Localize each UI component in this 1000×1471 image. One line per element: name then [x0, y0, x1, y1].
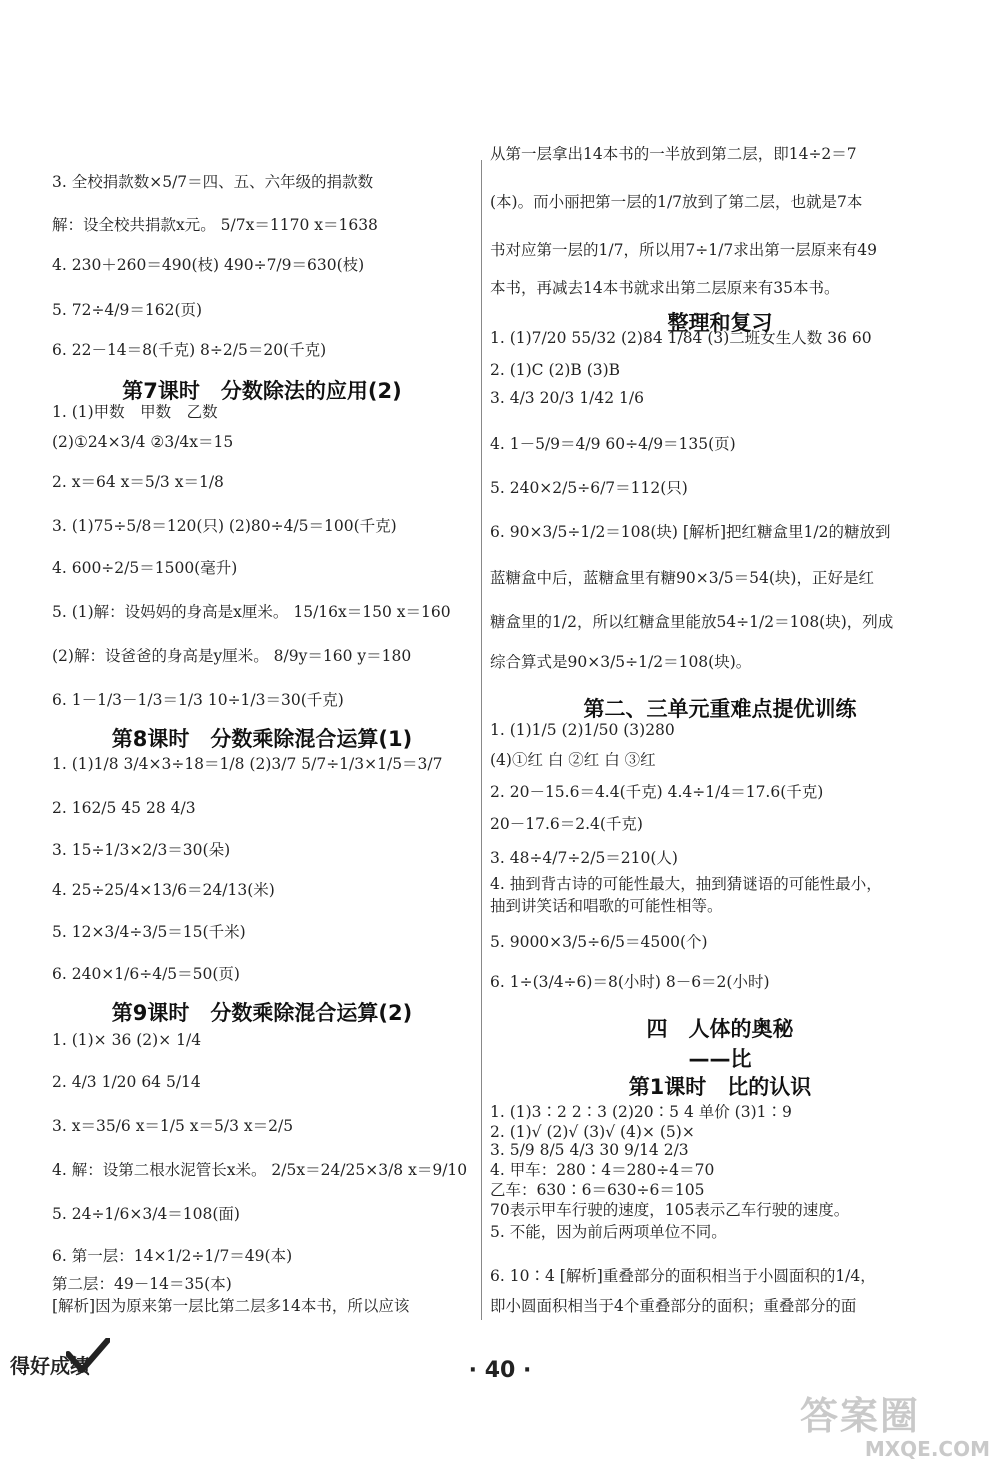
answer-line: 70表示甲车行驶的速度，105表示乙车行驶的速度。	[490, 1201, 850, 1219]
answer-line: 6. 10∶4 [解析]重叠部分的面积相当于小圆面积的1/4，	[490, 1267, 876, 1285]
answer-line: 2. (1)√ (2)√ (3)√ (4)× (5)×	[490, 1123, 695, 1141]
answer-line: 5. 不能，因为前后两项单位不同。	[490, 1223, 727, 1241]
answer-line: 综合算式是90×3/5÷1/2＝108(块)。	[490, 653, 752, 671]
answer-line: 2. (1)C (2)B (3)B	[490, 361, 621, 379]
answer-line: 4. 1－5/9＝4/9 60÷4/9＝135(页)	[490, 435, 736, 453]
answer-line: 1. (1)1/8 3/4×3÷18＝1/8 (2)3/7 5/7÷1/3×1/5＝3/7	[52, 755, 443, 773]
answer-line: 蓝糖盒中后，蓝糖盒里有糖90×3/5＝54(块)，正好是红	[490, 569, 874, 587]
answer-line: 2. 4/3 1/20 64 5/14	[52, 1073, 201, 1091]
section-heading: 第9课时 分数乘除混合运算(2)	[111, 1001, 413, 1025]
answer-line: 3. 全校捐款数×5/7＝四、五、六年级的捐款数	[52, 173, 374, 191]
answer-line: 3. 48÷4/7÷2/5＝210(人)	[490, 849, 678, 867]
answer-line: 2. 20－15.6＝4.4(千克) 4.4÷1/4＝17.6(千克)	[490, 783, 824, 801]
answer-line: 乙车：630∶6＝630÷6＝105	[490, 1181, 705, 1199]
answer-line: 抽到讲笑话和唱歌的可能性相等。	[490, 897, 723, 915]
answer-line: 第二层：49－14＝35(本)	[52, 1275, 232, 1293]
answer-line: 从第一层拿出14本书的一半放到第二层，即14÷2＝7	[490, 145, 857, 163]
answer-line: 1. (1)× 36 (2)× 1/4	[52, 1031, 202, 1049]
watermark	[800, 1395, 990, 1467]
answer-line: 1. (1)7/20 55/32 (2)84 1/84 (3)二班女生人数 36 60	[490, 329, 872, 347]
section-heading: 第7课时 分数除法的应用(2)	[122, 379, 402, 403]
answer-line: 3. (1)75÷5/8＝120(只) (2)80÷4/5＝100(千克)	[52, 517, 397, 535]
page-number: · 40 ·	[468, 1358, 532, 1383]
answer-line: 4. 230＋260＝490(枝) 490÷7/9＝630(枝)	[52, 256, 365, 274]
check-mark-icon	[66, 1338, 110, 1374]
answer-line: (本)。而小丽把第一层的1/7放到了第二层，也就是7本	[490, 193, 863, 211]
brand-logo-text: 得好成绩	[10, 1354, 90, 1378]
answer-line: 解：设全校共捐款x元。 5/7x＝1170 x＝1638	[52, 216, 378, 234]
answer-line: (2)①24×3/4 ②3/4x＝15	[52, 433, 234, 451]
watermark-url: MXQE.COM	[864, 1437, 990, 1461]
answer-line: 20－17.6＝2.4(千克)	[490, 815, 643, 833]
answer-line: 1. (1)3∶2 2∶3 (2)20∶5 4 单价 (3)1∶9	[490, 1103, 792, 1121]
answer-line: 4. 25÷25/4×13/6＝24/13(米)	[52, 881, 275, 899]
answer-line: 书对应第一层的1/7，所以用7÷1/7求出第一层原来有49	[490, 241, 877, 259]
section-heading: ——比	[688, 1047, 752, 1071]
answer-line: 5. 24÷1/6×3/4＝108(面)	[52, 1205, 240, 1223]
answer-line: 3. x＝35/6 x＝1/5 x＝5/3 x＝2/5	[52, 1117, 294, 1135]
answer-line: 5. (1)解：设妈妈的身高是x厘米。 15/16x＝150 x＝160	[52, 603, 451, 621]
section-heading: 四 人体的奥秘	[646, 1017, 794, 1041]
answer-line: 糖盒里的1/2，所以红糖盒里能放54÷1/2＝108(块)，列成	[490, 613, 894, 631]
answer-line: 2. 162/5 45 28 4/3	[52, 799, 196, 817]
answer-line: (2)解：设爸爸的身高是y厘米。 8/9y＝160 y＝180	[52, 647, 412, 665]
answer-line: 4. 甲车：280∶4＝280÷4＝70	[490, 1161, 715, 1179]
answer-line: 5. 240×2/5÷6/7＝112(只)	[490, 479, 688, 497]
answer-line: 6. 1÷(3/4÷6)＝8(小时) 8－6＝2(小时)	[490, 973, 770, 991]
answer-line: 4. 抽到背古诗的可能性最大，抽到猜谜语的可能性最小，	[490, 875, 882, 893]
section-heading: 第二、三单元重难点提优训练	[583, 697, 857, 721]
answer-line: 1. (1)1/5 (2)1/50 (3)280	[490, 721, 675, 739]
answer-line: 6. 第一层：14×1/2÷1/7＝49(本)	[52, 1247, 293, 1265]
answer-line: 5. 9000×3/5÷6/5＝4500(个)	[490, 933, 708, 951]
section-heading: 第1课时 比的认识	[628, 1075, 812, 1099]
answer-line: 4. 600÷2/5＝1500(毫升)	[52, 559, 238, 577]
answer-line: 6. 22－14＝8(千克) 8÷2/5＝20(千克)	[52, 341, 327, 359]
section-heading: 整理和复习	[667, 311, 773, 335]
answer-line: 5. 12×3/4÷3/5＝15(千米)	[52, 923, 246, 941]
answer-line: 6. 240×1/6÷4/5＝50(页)	[52, 965, 240, 983]
answer-line: 4. 解：设第二根水泥管长x米。 2/5x＝24/25×3/8 x＝9/10	[52, 1161, 468, 1179]
answer-line: 5. 72÷4/9＝162(页)	[52, 301, 203, 319]
watermark-text: 答案圈	[800, 1394, 921, 1438]
column-divider	[481, 160, 482, 1320]
answer-line: [解析]因为原来第一层比第二层多14本书，所以应该	[52, 1297, 410, 1315]
answer-line: (4)①红 白 ②红 白 ③红	[490, 751, 656, 769]
answer-line: 本书，再减去14本书就求出第二层原来有35本书。	[490, 279, 840, 297]
answer-line: 3. 4/3 20/3 1/42 1/6	[490, 389, 645, 407]
answer-line: 3. 5/9 8/5 4/3 30 9/14 2/3	[490, 1141, 689, 1159]
answer-line: 1. (1)甲数 甲数 乙数	[52, 403, 218, 421]
answer-line: 3. 15÷1/3×2/3＝30(朵)	[52, 841, 231, 859]
answer-line: 6. 90×3/5÷1/2＝108(块) [解析]把红糖盒里1/2的糖放到	[490, 523, 891, 541]
section-heading: 第8课时 分数乘除混合运算(1)	[111, 727, 413, 751]
answer-line: 6. 1－1/3－1/3＝1/3 10÷1/3＝30(千克)	[52, 691, 344, 709]
answer-line: 即小圆面积相当于4个重叠部分的面积；重叠部分的面	[490, 1297, 857, 1315]
answer-line: 2. x＝64 x＝5/3 x＝1/8	[52, 473, 224, 491]
